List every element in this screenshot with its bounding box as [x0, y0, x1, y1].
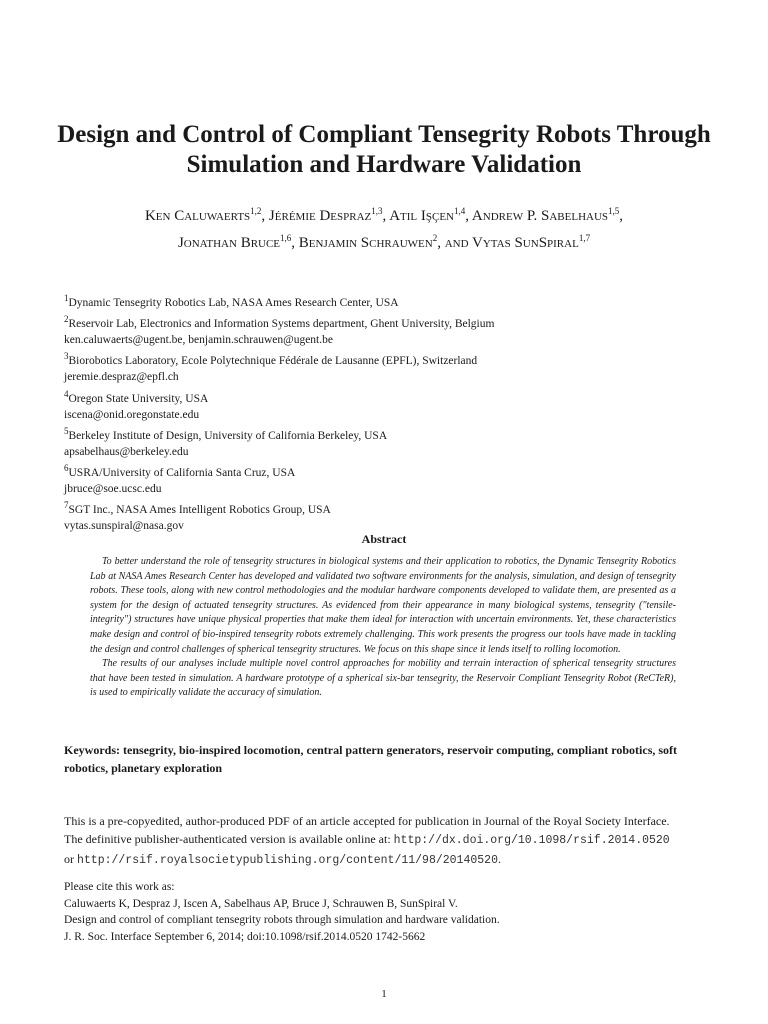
abstract-heading: Abstract: [361, 532, 407, 546]
author-list-line-1: [40, 206, 728, 225]
abstract-paragraph: The results of our analyses include multiple novel control approaches for mobility and terrain interaction of spherical tensegrity structures that have been tested in simulation. A hardware prototype of a spherical six-bar tensegrity, the Reservoir Compliant Tensegrity Robot (ReCTeR), is used to empirically validate the accuracy of simulation.: [90, 658, 676, 699]
author-affiliation-mark: 1,4: [453, 206, 466, 216]
page-number: 1: [381, 988, 387, 1000]
affiliation-line: [64, 348, 724, 369]
affiliation-mark: 5: [64, 425, 69, 436]
citation-line: J. R. Soc. Interface September 6, 2014; doi:10.1098/rsif.2014.0520 1742-5662: [64, 930, 426, 943]
keywords: Keywords: tensegrity, bio-inspired locomotion, central pattern generators, reservoir computing, compliant robotics, soft robotics, planetary exploration: [64, 743, 678, 775]
author-name: Jérémie Despraz: [268, 208, 372, 224]
author-name: Benjamin Schrauwen: [298, 235, 433, 251]
citation-block: [64, 879, 724, 945]
publisher-link[interactable]: http://rsif.royalsocietypublishing.org/content/11/98/20140520: [77, 854, 498, 867]
affiliations-block: [64, 290, 724, 534]
author-affiliation-mark: 1,3: [371, 206, 383, 216]
affiliation-text: Dynamic Tensegrity Robotics Lab, NASA Ames Research Center, USA: [68, 296, 399, 309]
author-name: Vytas SunSpiral: [472, 235, 579, 251]
paper-title: Design and Control of Compliant Tensegrity Robots Through Simulation and Hardware Validation: [57, 121, 711, 178]
notice-text: The definitive publisher-authenticated version is available online at:: [64, 832, 394, 846]
affiliation-line: [64, 497, 724, 518]
email-line: [64, 481, 724, 497]
doi-link[interactable]: http://dx.doi.org/10.1098/rsif.2014.0520: [393, 834, 670, 847]
email-text: apsabelhaus@berkeley.edu: [64, 445, 189, 458]
affiliation-line: [64, 460, 724, 481]
author-name: Andrew P. Sabelhaus: [471, 208, 609, 224]
notice-text: .: [497, 852, 501, 866]
author-list-line-2: [40, 233, 728, 252]
author-name: Atil Işçen: [389, 208, 454, 224]
abstract-paragraph: To better understand the role of tensegrity structures in biological systems and their application to robotics, the Dynamic Tensegrity Robotics Lab at NASA Ames Research Center has developed and validated two software environments for the analysis, simulation, and design of tensegrity robots. These tools, along with new control methodologies and the modular hardware components developed to validate them, are presented as a system for the design of actuated tensegrity structures. As evidenced from their appearance in many biological systems, tensegrity ("tensile-integrity") structures have unique physical properties that make them ideal for interaction with uncertain environments. Yet, these characteristics make design and control of bio-inspired tensegrity robots extremely challenging. This work presents the progress our tools have made in tackling the design and control challenges of spherical tensegrity structures. We focus on this shape since it lends itself to rolling locomotion.: [90, 556, 676, 655]
email-text: ken.caluwaerts@ugent.be, benjamin.schrauwen@ugent.be: [64, 334, 333, 347]
citation-line: Design and control of compliant tensegrity robots through simulation and hardware validation.: [64, 914, 500, 926]
author-name: Ken Caluwaerts: [144, 208, 251, 224]
affiliation-line: [64, 423, 724, 444]
author-affiliation-mark: 1,5: [608, 206, 620, 216]
affiliation-mark: 4: [64, 388, 69, 399]
affiliation-text: Berkeley Institute of Design, University of California Berkeley, USA: [68, 429, 388, 442]
notice-line: [64, 850, 724, 870]
author-affiliation-mark: 1,6: [280, 233, 292, 243]
email-text: iscena@onid.oregonstate.edu: [64, 408, 200, 421]
notice-line: [64, 830, 724, 850]
author-separator: ,: [465, 208, 472, 224]
affiliation-mark: 2: [64, 314, 69, 325]
author-affiliation-mark: 1,7: [578, 233, 591, 243]
author-separator: , and: [437, 235, 473, 251]
email-line: [64, 444, 724, 460]
citation-line: Caluwaerts K, Despraz J, Iscen A, Sabelhaus AP, Bruce J, Schrauwen B, SunSpiral V.: [64, 897, 458, 910]
affiliation-text: Biorobotics Laboratory, Ecole Polytechnique Fédérale de Lausanne (EPFL), Switzerland: [68, 355, 478, 368]
affiliation-text: Reservoir Lab, Electronics and Information Systems department, Ghent University, Belgium: [68, 317, 495, 330]
citation-line: Please cite this work as:: [64, 881, 175, 893]
author-separator: ,: [291, 235, 299, 251]
affiliation-line: [64, 290, 724, 311]
publication-notice: [64, 812, 724, 870]
email-line: [64, 369, 724, 385]
affiliation-mark: 6: [64, 462, 69, 473]
affiliation-mark: 3: [64, 351, 69, 362]
affiliation-mark: 1: [64, 293, 69, 303]
author-separator: ,: [619, 208, 624, 224]
affiliation-text: SGT Inc., NASA Ames Intelligent Robotics Group, USA: [68, 504, 331, 517]
email-line: [64, 407, 724, 423]
affiliation-text: USRA/University of California Santa Cruz, USA: [68, 466, 296, 479]
affiliation-mark: 7: [64, 500, 69, 511]
email-text: jeremie.despraz@epfl.ch: [64, 371, 179, 384]
author-affiliation-mark: 2: [432, 233, 438, 243]
notice-text: or: [64, 852, 77, 866]
affiliation-line: [64, 311, 724, 332]
affiliation-line: [64, 386, 724, 407]
author-affiliation-mark: 1,2: [250, 206, 262, 216]
email-line: [64, 332, 724, 348]
author-separator: ,: [261, 208, 269, 224]
author-name: Jonathan Bruce: [177, 235, 281, 251]
email-text: vytas.sunspiral@nasa.gov: [64, 520, 184, 533]
affiliation-text: Oregon State University, USA: [68, 392, 209, 405]
author-separator: ,: [382, 208, 390, 224]
notice-line: This is a pre-copyedited, author-produced PDF of an article accepted for publication in Journal of the Royal Society Interface.: [64, 814, 670, 828]
abstract-body: [90, 555, 676, 701]
email-text: jbruce@soe.ucsc.edu: [64, 483, 162, 495]
